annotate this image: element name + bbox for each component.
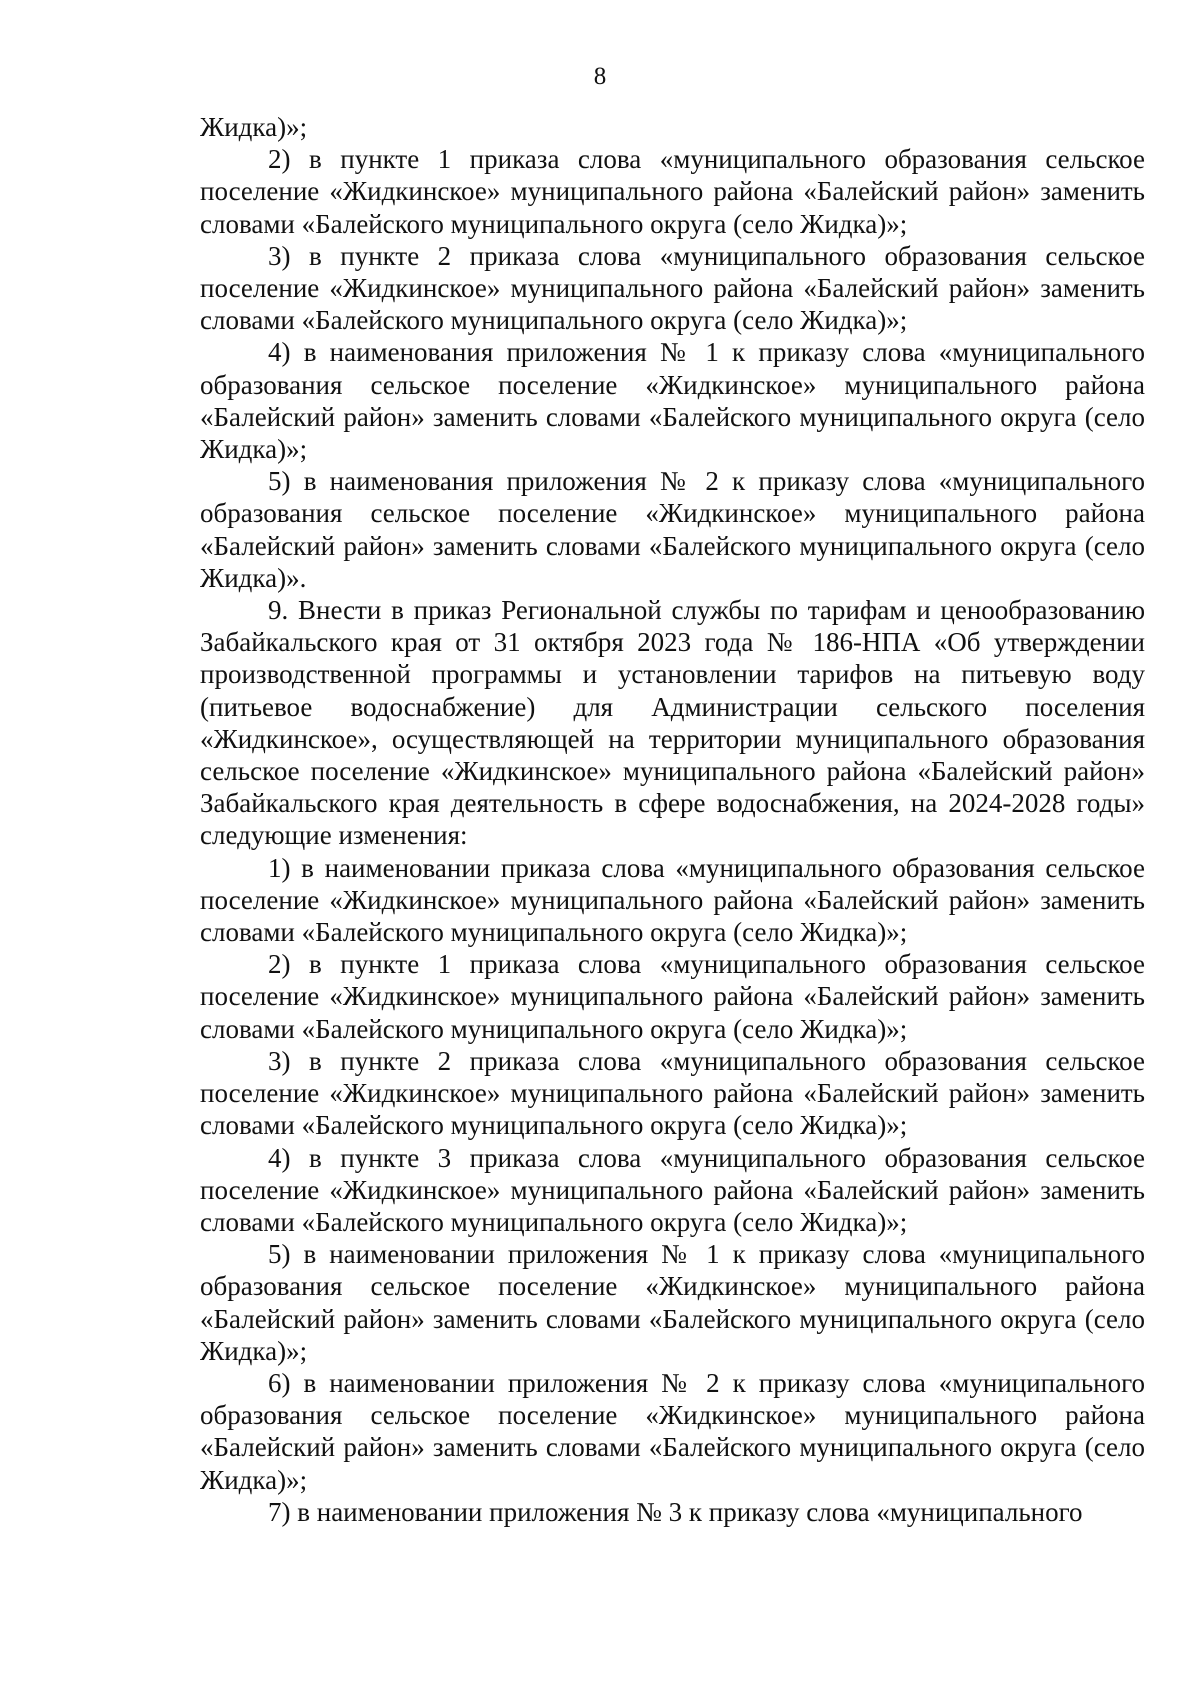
- paragraph: 1) в наименовании приказа слова «муниципального образования сельское поселение «Жидкинское» муниципального района «Балейский район» заменить словами «Балейского муниципального округа (село Жидка)»;: [200, 852, 1145, 948]
- paragraph: Жидка)»;: [200, 112, 308, 142]
- paragraph: 5) в наименовании приложения № 1 к приказу слова «муниципального образования сельское поселение «Жидкинское» муниципального района «Балейский район» заменить словами «Балейского муниципального округа (село Жидка)»;: [200, 1239, 1145, 1366]
- paragraph: 7) в наименовании приложения № 3 к приказу слова «муниципального: [268, 1496, 1083, 1527]
- paragraph: 4) в наименования приложения № 1 к приказу слова «муниципального образования сельское поселение «Жидкинское» муниципального района «Балейский район» заменить словами «Балейского муниципального округа (село Жидка)»;: [200, 337, 1145, 465]
- page-number: 8: [593, 63, 607, 90]
- paragraph: 4) в пункте 3 приказа слова «муниципального образования сельское поселение «Жидкинское» муниципального района «Балейский район» заменить словами «Балейского муниципального округа (село Жидка)»;: [200, 1142, 1145, 1237]
- paragraph: 3) в пункте 2 приказа слова «муниципального образования сельское поселение «Жидкинское» муниципального района «Балейский район» заменить словами «Балейского муниципального округа (село Жидка)»;: [200, 240, 1145, 336]
- paragraph: 6) в наименовании приложения № 2 к приказу слова «муниципального образования сельское поселение «Жидкинское» муниципального района «Балейский район» заменить словами «Балейского муниципального округа (село Жидка)»;: [200, 1367, 1145, 1495]
- paragraph: 2) в пункте 1 приказа слова «муниципального образования сельское поселение «Жидкинское» муниципального района «Балейский район» заменить словами «Балейского муниципального округа (село Жидка)»;: [200, 144, 1145, 239]
- paragraph: 5) в наименования приложения № 2 к приказу слова «муниципального образования сельское поселение «Жидкинское» муниципального района «Балейский район» заменить словами «Балейского муниципального округа (село Жидка)».: [200, 466, 1145, 593]
- paragraph: 3) в пункте 2 приказа слова «муниципального образования сельское поселение «Жидкинское» муниципального района «Балейский район» заменить словами «Балейского муниципального округа (село Жидка)»;: [200, 1045, 1145, 1141]
- document-body: [200, 111, 1145, 1528]
- paragraph: 9. Внести в приказ Региональной службы по тарифам и ценообразованию Забайкальского края от 31 октября 2023 года № 186-НПА «Об утверждении производственной программы и установлении тарифов на питьевую воду (питьевое водоснабжение) для Администрации сельского поселения «Жидкинское», осуществляющей на территории муниципального образования сельское поселение «Жидкинское» муниципального района «Балейский район» Забайкальского края деятельность в сфере водоснабжения, на 2024-2028 годы» следующие изменения:: [200, 595, 1145, 851]
- paragraph: 2) в пункте 1 приказа слова «муниципального образования сельское поселение «Жидкинское» муниципального района «Балейский район» заменить словами «Балейского муниципального округа (село Жидка)»;: [200, 949, 1145, 1044]
